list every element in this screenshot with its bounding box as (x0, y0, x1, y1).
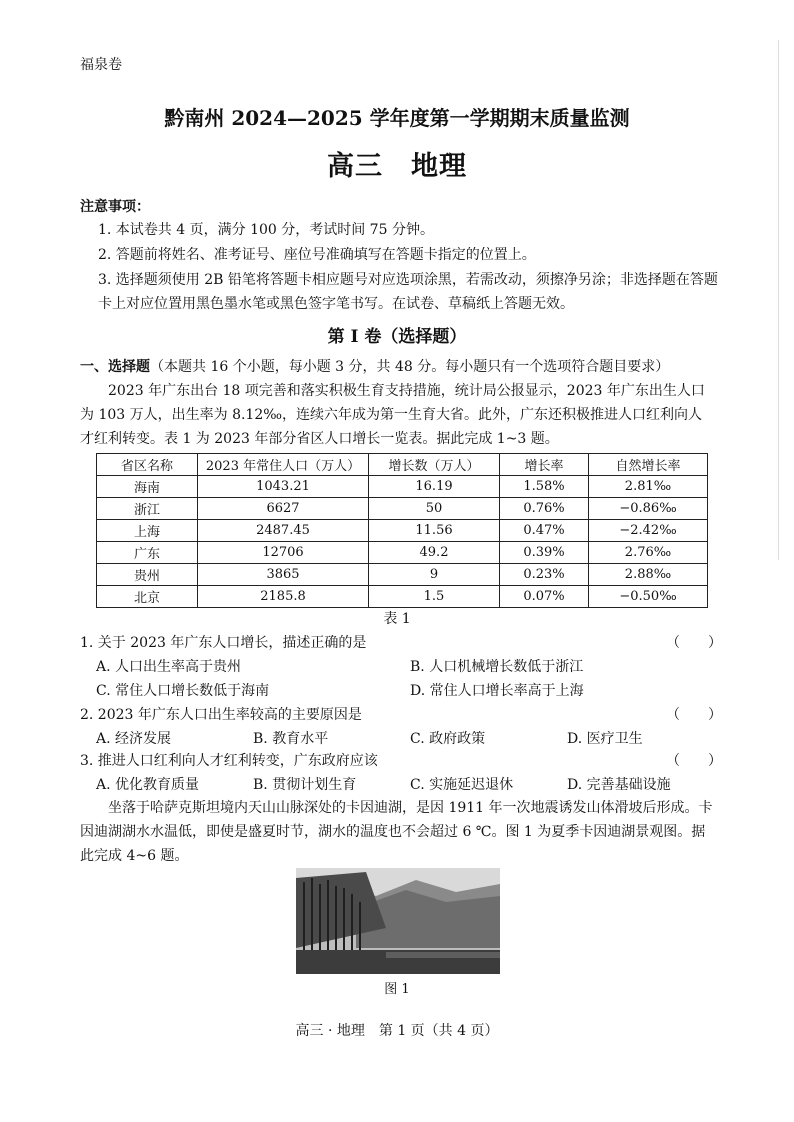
question-3-option-d: D. 完善基础设施 (567, 777, 671, 793)
question-3-option-a: A. 优化教育质量 (96, 777, 200, 793)
table-cell: 2487.45 (198, 520, 369, 542)
table-cell: 0.23% (500, 564, 589, 586)
table-cell: 49.2 (369, 542, 500, 564)
answer-paren-2: （ ） (666, 707, 722, 723)
table-cell: 0.39% (500, 542, 589, 564)
table-cell: 9 (369, 564, 500, 586)
exam-title: 黔南州 2024—2025 学年度第一学期期末质量监测 (164, 106, 630, 130)
question-2-option-d: D. 医疗卫生 (567, 731, 643, 747)
table-cell: 2.88‰ (589, 564, 708, 586)
notice-heading: 注意事项： (80, 199, 150, 215)
subject-title: 高三 地理 (327, 151, 467, 182)
answer-paren-1: （ ） (666, 635, 722, 651)
table-header-row (97, 454, 708, 476)
passage-1: 2023 年广东出台 18 项完善和落实积极生育支持措施，统计局公报显示，2023 年广东出生人口为 103 万人，出生率为 8.12‰，连续六年成为第一生育大省。此外，广东还积极推进人口红利向人才红利转变。表 1 为 2023 年部分省区人口增长一览表。据此完成 1~3 题。 (80, 383, 705, 447)
table-cell: 11.56 (369, 520, 500, 542)
section-title: 第 Ⅰ 卷（选择题） (327, 327, 467, 347)
question-1-option-d: D. 常住人口增长率高于上海 (410, 683, 584, 699)
table-cell: 12706 (198, 542, 369, 564)
answer-paren-3: （ ） (666, 753, 722, 769)
corner-label: 福泉卷 (80, 57, 122, 73)
question-1-option-a: A. 人口出生率高于贵州 (96, 659, 242, 675)
table-cell: 0.76% (500, 498, 589, 520)
table-cell: 贵州 (97, 564, 198, 586)
question-2-stem: 2. 2023 年广东人口出生率较高的主要原因是 (80, 707, 362, 723)
part-heading (80, 356, 669, 376)
table-cell: 浙江 (97, 498, 198, 520)
lake-photo (296, 868, 500, 974)
table-cell: −2.42‰ (589, 520, 708, 542)
table-row (97, 564, 708, 586)
notice-item-3: 3. 选择题须使用 2B 铅笔将答题卡相应题号对应选项涂黑，若需改动，须擦净另涂；非选择题在答题卡上对应位置用黑色墨水笔或黑色签字笔书写。在试卷、草稿纸上答题无效。 (98, 272, 718, 312)
table-cell: 0.47% (500, 520, 589, 542)
table-cell: 1043.21 (198, 476, 369, 498)
table-header: 增长率 (500, 454, 589, 476)
table-cell: 50 (369, 498, 500, 520)
question-2-option-b: B. 教育水平 (253, 731, 329, 747)
table-cell: 1.5 (369, 586, 500, 608)
page-footer: 高三 · 地理 第 1 页（共 4 页） (295, 1023, 499, 1039)
table-header: 2023 年常住人口（万人） (198, 454, 369, 476)
table-cell: 16.19 (369, 476, 500, 498)
question-2-option-a: A. 经济发展 (96, 731, 172, 747)
part-description: （本题共 16 个小题，每小题 3 分，共 48 分。每小题只有一个选项符合题目要求） (150, 359, 670, 375)
table-cell: 0.07% (500, 586, 589, 608)
question-3-option-c: C. 实施延迟退休 (410, 777, 514, 793)
table-row (97, 542, 708, 564)
table-cell: 2185.8 (198, 586, 369, 608)
table-header: 增长数（万人） (369, 454, 500, 476)
table-cell: 广东 (97, 542, 198, 564)
table-cell: 海南 (97, 476, 198, 498)
question-1-option-b: B. 人口机械增长数低于浙江 (410, 659, 584, 675)
table-cell: 北京 (97, 586, 198, 608)
table-header: 自然增长率 (589, 454, 708, 476)
table-cell: 6627 (198, 498, 369, 520)
table-row (97, 476, 708, 498)
population-table (96, 453, 708, 608)
table-cell: 2.76‰ (589, 542, 708, 564)
question-3-stem: 3. 推进人口红利向人才红利转变，广东政府应该 (80, 753, 378, 769)
table-cell: 1.58% (500, 476, 589, 498)
notice-item-1: 1. 本试卷共 4 页，满分 100 分，考试时间 75 分钟。 (98, 222, 434, 238)
part-label: 一、选择题 (80, 359, 150, 375)
table-row (97, 498, 708, 520)
table-cell: 2.81‰ (589, 476, 708, 498)
table-cell: 上海 (97, 520, 198, 542)
question-3-option-b: B. 贯彻计划生育 (253, 777, 357, 793)
question-1-option-c: C. 常住人口增长数低于海南 (96, 683, 270, 699)
figure-caption: 图 1 (384, 982, 410, 997)
passage-2: 坐落于哈萨克斯坦境内天山山脉深处的卡因迪湖，是因 1911 年一次地震诱发山体滑坡后形成。卡因迪湖湖水水温低，即使是盛夏时节，湖水的温度也不会超过 6 ℃。图 1 为夏季卡因迪湖景观图。据此完成 4~6 题。 (80, 800, 713, 864)
table-row (97, 520, 708, 542)
notice-item-2: 2. 答题前将姓名、准考证号、座位号准确填写在答题卡指定的位置上。 (98, 247, 536, 263)
table-cell: −0.86‰ (589, 498, 708, 520)
question-1-stem: 1. 关于 2023 年广东人口增长，描述正确的是 (80, 635, 367, 651)
table-row (97, 586, 708, 608)
table-caption: 表 1 (383, 611, 411, 627)
table-cell: −0.50‰ (589, 586, 708, 608)
table-cell: 3865 (198, 564, 369, 586)
table-header: 省区名称 (97, 454, 198, 476)
question-2-option-c: C. 政府政策 (410, 731, 486, 747)
